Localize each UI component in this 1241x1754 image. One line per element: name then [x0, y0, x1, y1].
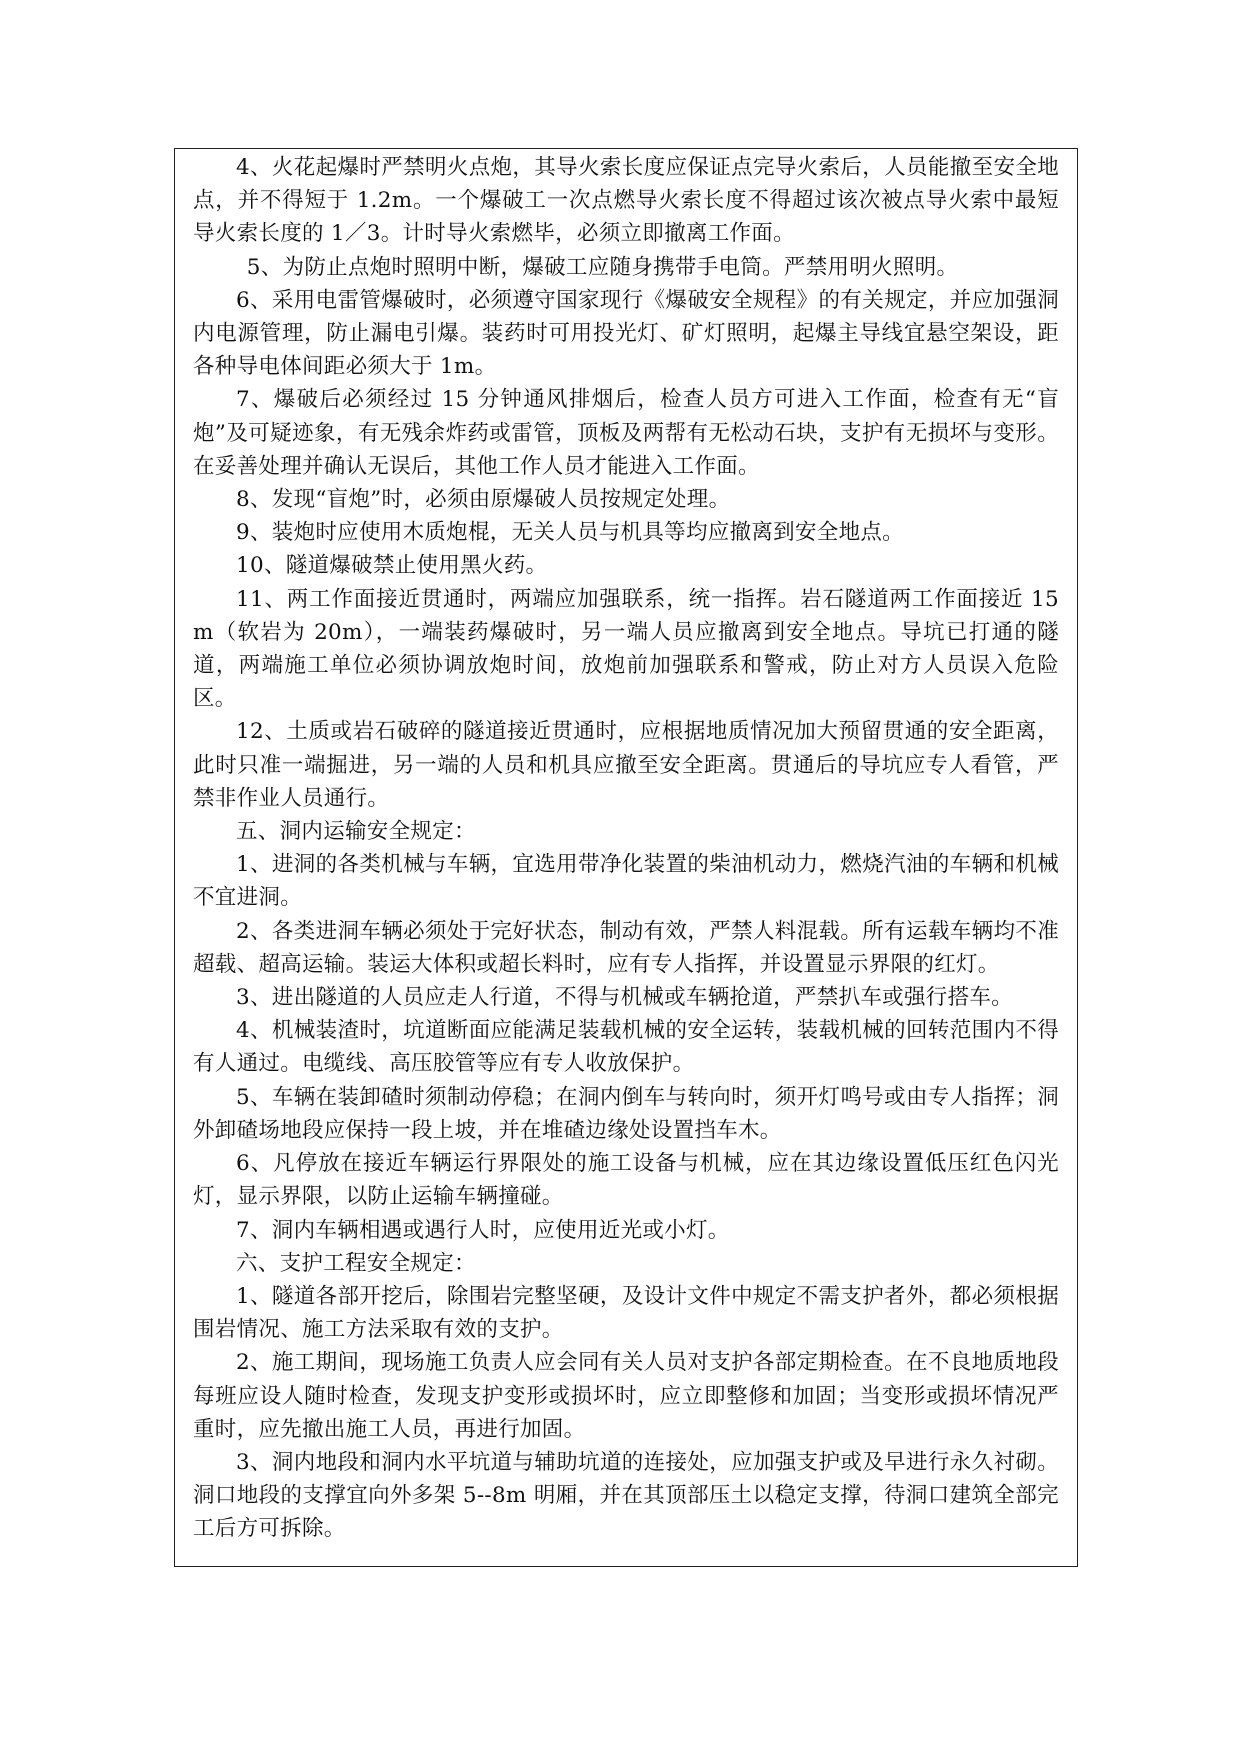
paragraph-transport-5: 5、车辆在装卸碴时须制动停稳；在洞内倒车与转向时，须开灯鸣号或由专人指挥；洞外卸碴场地段应保持一段上坡，并在堆碴边缘处设置挡车木。 — [193, 1084, 1059, 1143]
paragraph-transport-7: 7、洞内车辆相遇或遇行人时，应使用近光或小灯。 — [236, 1217, 730, 1243]
paragraph-blasting-4: 4、火花起爆时严禁明火点炮，其导火索长度应保证点完导火索后，人员能撤至安全地点，并不得短于 1.2m。一个爆破工一次点燃导火索长度不得超过该次被点导火索中最短导火索长度的 1／3。计时导火索燃毕，必须立即撤离工作面。 — [193, 155, 1059, 247]
paragraph-support-1: 1、隧道各部开挖后，除围岩完整坚硬，及设计文件中规定不需支护者外，都必须根据围岩情况、施工方法采取有效的支护。 — [193, 1283, 1059, 1343]
paragraph-blasting-12: 12、土质或岩石破碎的隧道接近贯通时，应根据地质情况加大预留贯通的安全距离，此时只准一端掘进，另一端的人员和机具应撤至安全距离。贯通后的导坑应专人看管，严禁非作业人员通行。 — [193, 719, 1059, 811]
paragraph-transport-3: 3、进出隧道的人员应走人行道，不得与机械或车辆抢道，严禁扒车或强行搭车。 — [236, 985, 1013, 1011]
paragraph-blasting-8: 8、发现“盲炮”时，必须由原爆破人员按规定处理。 — [236, 487, 731, 513]
paragraph-blasting-7: 7、爆破后必须经过 15 分钟通风排烟后，检查人员方可进入工作面，检查有无“盲炮”及可疑迹象，有无残余炸药或雷管，顶板及两帮有无松动石块，支护有无损坏与变形。在妥善处理并确认无误后，其他工作人员才能进入工作面。 — [193, 387, 1059, 479]
document-body — [193, 151, 1059, 1546]
paragraph-transport-2: 2、各类进洞车辆必须处于完好状态，制动有效，严禁人料混载。所有运载车辆均不准超载、超高运输。装运大体积或超长料时，应有专人指挥，并设置显示界限的红灯。 — [193, 918, 1059, 977]
paragraph-blasting-5: 5、为防止点炮时照明中断，爆破工应随身携带手电筒。严禁用明火照明。 — [246, 254, 959, 280]
paragraph-blasting-9: 9、装炮时应使用木质炮棍，无关人员与机具等均应撤离到安全地点。 — [236, 520, 904, 546]
paragraph-support-3: 3、洞内地段和洞内水平坑道与辅助坑道的连接处，应加强支护或及早进行永久衬砌。洞口地段的支撑宜向外多架 5--8m 明厢，并在其顶部压土以稳定支撑，待洞口建筑全部完工后方可拆除。 — [193, 1449, 1059, 1542]
paragraph-blasting-11: 11、两工作面接近贯通时，两端应加强联系，统一指挥。岩石隧道两工作面接近 15m（软岩为 20m），一端装药爆破时，另一端人员应撤离到安全地点。导坑已打通的隧道，两端施工单位必须协调放炮时间，放炮前加强联系和警戒，防止对方人员误入危险区。 — [193, 586, 1059, 712]
paragraph-transport-6: 6、凡停放在接近车辆运行界限处的施工设备与机械，应在其边缘设置低压红色闪光灯，显示界限，以防止运输车辆撞碰。 — [193, 1151, 1059, 1210]
paragraph-support-2: 2、施工期间，现场施工负责人应会同有关人员对支护各部定期检查。在不良地质地段每班应设人随时检查，发现支护变形或损坏时，应立即整修和加固；当变形或损坏情况严重时，应先撤出施工人员，再进行加固。 — [193, 1350, 1059, 1442]
paragraph-blasting-10: 10、隧道爆破禁止使用黑火药。 — [236, 553, 548, 579]
section-heading-support: 六、支护工程安全规定： — [236, 1250, 476, 1276]
paragraph-blasting-6: 6、采用电雷管爆破时，必须遵守国家现行《爆破安全规程》的有关规定，并应加强洞内电源管理，防止漏电引爆。装药时可用投光灯、矿灯照明，起爆主导线宜悬空架设，距各种导电体间距必须大于 1m。 — [193, 287, 1059, 380]
paragraph-transport-4: 4、机械装渣时，坑道断面应能满足装载机械的安全运转，装载机械的回转范围内不得有人通过。电缆线、高压胶管等应有专人收放保护。 — [193, 1018, 1059, 1077]
document-frame — [174, 148, 1078, 1567]
section-heading-transport: 五、洞内运输安全规定： — [236, 819, 476, 845]
paragraph-transport-1: 1、进洞的各类机械与车辆，宜选用带净化装置的柴油机动力，燃烧汽油的车辆和机械不宜进洞。 — [193, 852, 1059, 911]
